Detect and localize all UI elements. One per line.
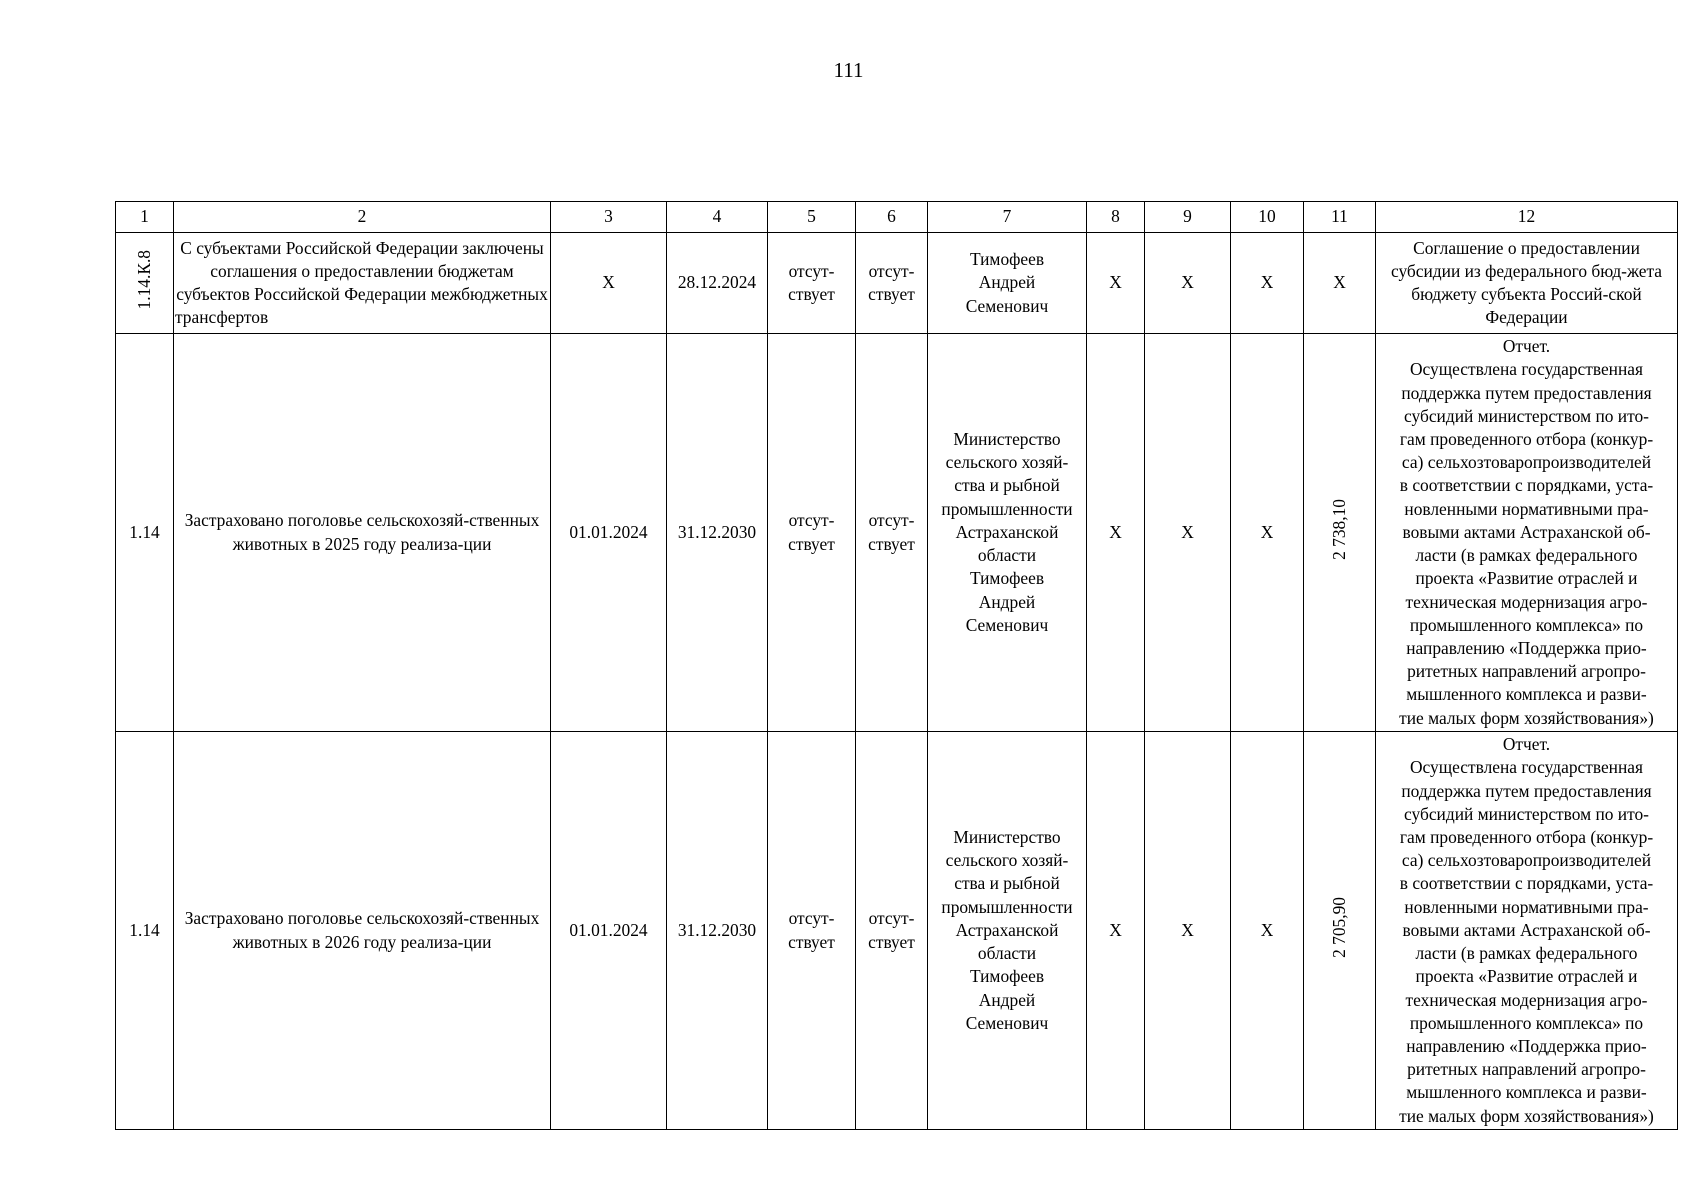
column-header: 12 <box>1376 202 1678 233</box>
row-col6: отсут- ствует <box>856 233 928 334</box>
column-header: 8 <box>1087 202 1145 233</box>
row-start-date: X <box>551 233 667 334</box>
row-number: 1.14 <box>116 732 174 1130</box>
row-col5: отсут- ствует <box>768 732 856 1130</box>
column-header: 4 <box>667 202 768 233</box>
row-result: Отчет. Осуществлена государственная поддержка путем предоставления субсидий министерством по ито- гам проведенного отбора (конкур- са) сельхозтоваропроизводителей в соответствии с порядками, уста- новленными нормативными пра- вовыми актами Астраханской об- ласти (в рамках федерального проекта «Развитие отраслей и техническая модернизация агро- промышленного комплекса» по направлению «Поддержка прио- ритетных направлений агропро- мышленного комплекса и разви- тие малых форм хозяйствования») <box>1376 334 1678 732</box>
row-col5: отсут- ствует <box>768 334 856 732</box>
row-end-date: 31.12.2030 <box>667 334 768 732</box>
row-col8: X <box>1087 334 1145 732</box>
column-header: 11 <box>1304 202 1376 233</box>
header-row <box>116 202 1678 233</box>
row-amount-cell <box>1304 334 1376 732</box>
column-header: 10 <box>1231 202 1304 233</box>
row-number-cell <box>116 233 174 334</box>
row-col10: X <box>1231 233 1304 334</box>
row-col6: отсут- ствует <box>856 334 928 732</box>
column-header: 3 <box>551 202 667 233</box>
row-col8: X <box>1087 732 1145 1130</box>
column-header: 6 <box>856 202 928 233</box>
column-header: 2 <box>174 202 551 233</box>
row-col10: X <box>1231 732 1304 1130</box>
row-responsible: Министерство сельского хозяй- ства и рыбной промышленности Астраханской области Тимофеев Андрей Семенович <box>928 732 1087 1130</box>
column-header: 5 <box>768 202 856 233</box>
row-result: Соглашение о предоставлении субсидии из федерального бюд-жета бюджету субъекта Россий-ской Федерации <box>1376 233 1678 334</box>
row-col8: X <box>1087 233 1145 334</box>
row-col9: X <box>1145 233 1231 334</box>
row-responsible: Тимофеев Андрей Семенович <box>928 233 1087 334</box>
row-end-date: 28.12.2024 <box>667 233 768 334</box>
row-name: С субъектами Российской Федерации заключены соглашения о предоставлении бюджетам субъектов Российской Федерации межбюджетных трансфертов <box>174 233 551 334</box>
page-number: 111 <box>833 58 864 82</box>
column-header: 7 <box>928 202 1087 233</box>
row-name: Застраховано поголовье сельскохозяй-ственных животных в 2026 году реализа-ции <box>174 732 551 1130</box>
row-number: 1.14 <box>116 334 174 732</box>
row-amount: 2 705,90 <box>1328 896 1349 958</box>
row-amount-cell <box>1304 732 1376 1130</box>
table-row <box>116 732 1678 1130</box>
row-col5: отсут- ствует <box>768 233 856 334</box>
row-col11: X <box>1304 233 1376 334</box>
row-col6: отсут- ствует <box>856 732 928 1130</box>
row-col10: X <box>1231 334 1304 732</box>
table-row <box>116 334 1678 732</box>
row-name: Застраховано поголовье сельскохозяй-ственных животных в 2025 году реализа-ции <box>174 334 551 732</box>
row-col9: X <box>1145 334 1231 732</box>
column-header: 1 <box>116 202 174 233</box>
row-amount: 2 738,10 <box>1328 498 1349 560</box>
row-col9: X <box>1145 732 1231 1130</box>
table-row <box>116 233 1678 334</box>
row-start-date: 01.01.2024 <box>551 334 667 732</box>
row-start-date: 01.01.2024 <box>551 732 667 1130</box>
row-end-date: 31.12.2030 <box>667 732 768 1130</box>
row-result: Отчет. Осуществлена государственная поддержка путем предоставления субсидий министерством по ито- гам проведенного отбора (конкур- са) сельхозтоваропроизводителей в соответствии с порядками, уста- новленными нормативными пра- вовыми актами Астраханской об- ласти (в рамках федерального проекта «Развитие отраслей и техническая модернизация агро- промышленного комплекса» по направлению «Поддержка прио- ритетных направлений агропро- мышленного комплекса и разви- тие малых форм хозяйствования») <box>1376 732 1678 1130</box>
plan-table <box>115 201 1678 1130</box>
row-responsible: Министерство сельского хозяй- ства и рыбной промышленности Астраханской области Тимофеев Андрей Семенович <box>928 334 1087 732</box>
column-header: 9 <box>1145 202 1231 233</box>
row-number: 1.14.К.8 <box>133 250 154 310</box>
